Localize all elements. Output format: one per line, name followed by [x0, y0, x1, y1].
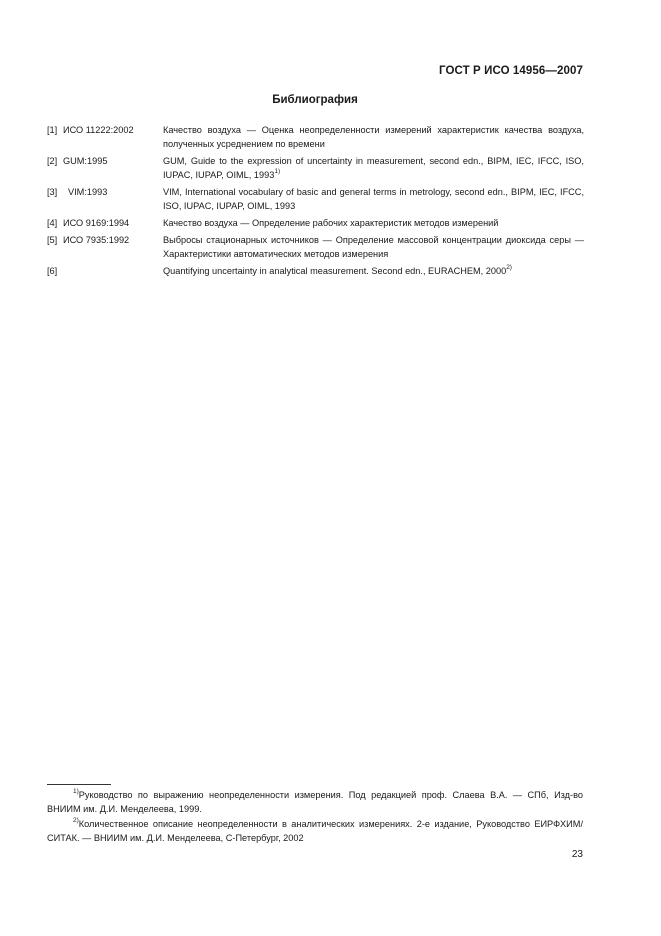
entry-reference: ИСО 11222:2002 — [63, 125, 134, 135]
bibliography-list — [47, 123, 584, 281]
entry-text: Качество воздуха — Оценка неопределенности измерений характеристик качества воздуха, полученных усреднением по времени — [163, 125, 584, 149]
entry-text: GUM, Guide to the expression of uncertainty in measurement, second edn., BIPM, IEC, IFCC, ISO, IUPAC, IUPAP, OIML, 1993$^{1)}$ — [163, 156, 584, 180]
entry-number: [4] — [47, 218, 58, 228]
footnotes — [47, 789, 583, 847]
bibliography-entry — [47, 154, 584, 182]
entry-reference: GUM:1995 — [63, 156, 108, 166]
entry-text: Выбросы стационарных источников — Определение массовой концентрации диоксида серы — Характеристики автоматических методов измерения — [163, 235, 584, 259]
document-code: ГОСТ Р ИСО 14956—2007 — [438, 65, 583, 77]
footnote-marker: 1) — [274, 167, 281, 175]
entry-text: VIM, International vocabulary of basic and general terms in metrology, second edn., BIPM, IEC, IFCC, ISO, IUPAC, IUPAP, OIML, 1993 — [163, 187, 584, 211]
footnote — [47, 789, 583, 816]
entry-number: [5] — [47, 235, 58, 245]
entry-number: [6] — [47, 266, 58, 276]
footnote-marker: 2) — [506, 263, 512, 271]
footnote-text: Руководство по выражению неопределенности измерения. Под редакцией проф. Слаева В.А. — СПб, Изд-во ВНИИМ им. Д.И. Менделеева, 1999. — [47, 790, 583, 814]
bibliography-entry — [47, 233, 584, 261]
entry-reference: ИСО 9169:1994 — [63, 218, 130, 228]
entry-text: Quantifying uncertainty in analytical measurement. Second edn., EURACHEM, 2000$^{2)}$ — [163, 263, 512, 276]
footnote-divider — [47, 784, 111, 785]
footnote — [47, 818, 583, 845]
footnote-mark: 2) — [73, 816, 79, 824]
entry-number: [3] — [47, 187, 58, 197]
footnote-mark: 1) — [73, 787, 79, 795]
entry-reference: VIM:1993 — [68, 187, 108, 197]
bibliography-entry — [47, 123, 584, 151]
bibliography-entry — [47, 185, 584, 213]
section-title: Библиография — [272, 94, 358, 106]
page-number: 23 — [571, 849, 583, 860]
entry-number: [1] — [47, 125, 58, 135]
footnote-text: Количественное описание неопределенности в аналитических измерениях. 2-е издание, Руководство ЕИРФХИМ/СИТАК. — ВНИИМ им. Д.И. Менделеева, С-Петербург, 2002 — [47, 819, 583, 843]
entry-reference: ИСО 7935:1992 — [63, 235, 130, 245]
entry-number: [2] — [47, 156, 58, 166]
entry-text: Качество воздуха — Определение рабочих характеристик методов измерений — [163, 218, 499, 228]
bibliography-entry — [47, 216, 584, 230]
bibliography-entry — [47, 264, 584, 278]
